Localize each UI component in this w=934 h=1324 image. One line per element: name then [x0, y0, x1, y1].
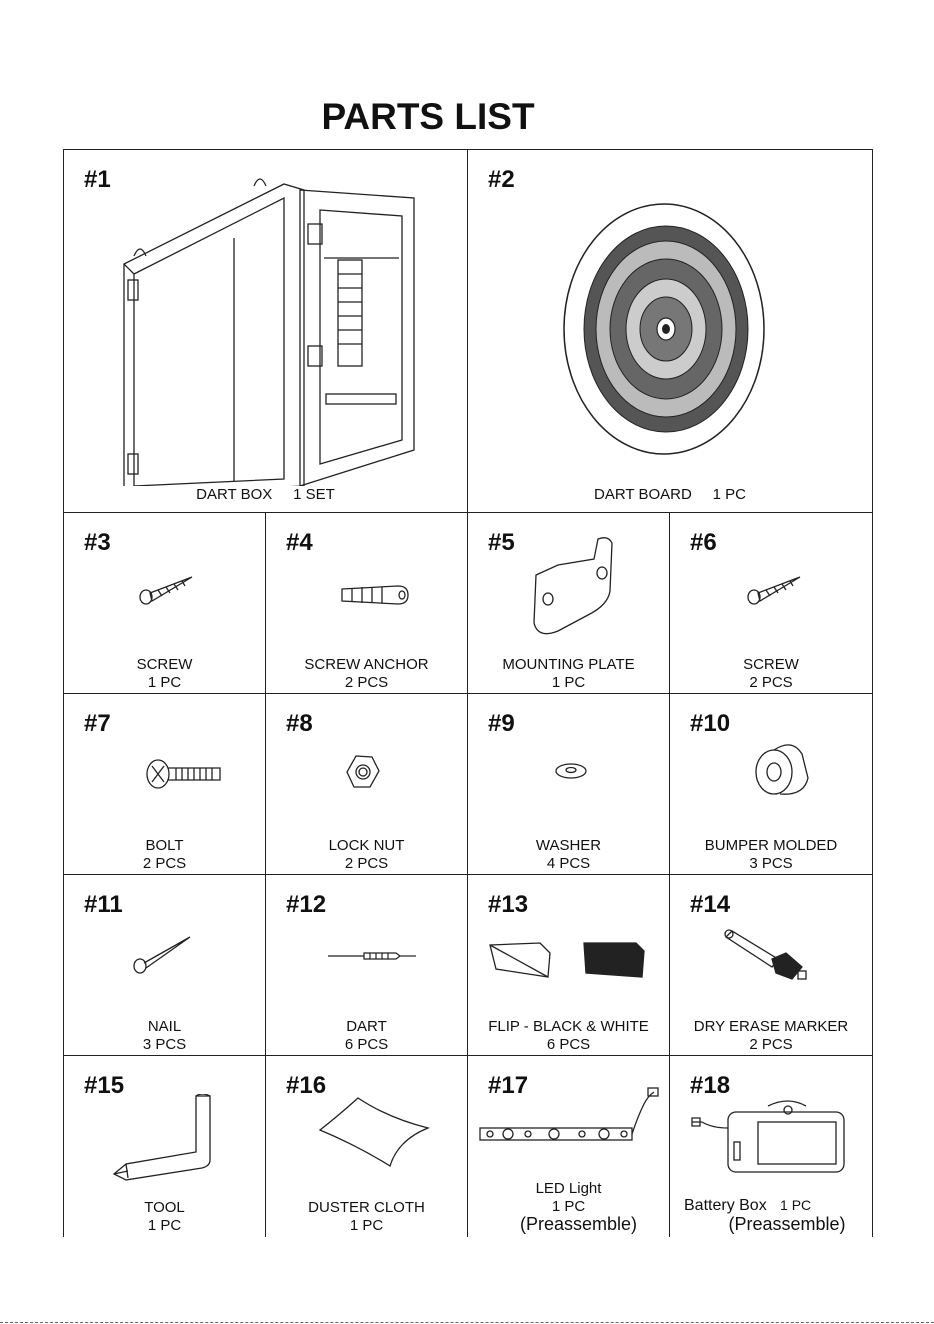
part-cell-18	[670, 1056, 872, 1237]
part-number: #6	[690, 529, 717, 556]
part-cell-4	[266, 513, 468, 694]
part-cell-5	[468, 513, 670, 694]
part-name: SCREW	[136, 656, 193, 673]
part-number: #11	[84, 891, 123, 918]
bolt-icon	[144, 756, 224, 792]
marker-icon	[722, 929, 812, 987]
part-name: BUMPER MOLDED	[704, 837, 838, 854]
part-cell-13	[468, 875, 670, 1056]
part-number: #10	[690, 710, 731, 737]
part-name: DART BOX	[196, 486, 273, 503]
part-qty: 2 PCS	[749, 674, 793, 691]
part-number: #5	[488, 529, 515, 556]
part-qty: 1 PC	[147, 674, 182, 691]
part-number: #4	[286, 529, 313, 556]
screw-icon	[136, 571, 198, 607]
bumper-icon	[752, 738, 810, 798]
battery-box-icon	[688, 1098, 846, 1182]
part-number: #17	[488, 1072, 529, 1099]
part-cell-11	[64, 875, 266, 1056]
part-number: #7	[84, 710, 111, 737]
part-qty: 3 PCS	[142, 1036, 187, 1053]
part-qty: 2 PCS	[344, 674, 389, 691]
part-qty: 1 PC	[551, 674, 586, 691]
part-name: LED Light	[535, 1180, 602, 1197]
part-number: #12	[286, 891, 327, 918]
part-cell-17	[468, 1056, 670, 1237]
part-name: DUSTER CLOTH	[308, 1199, 425, 1216]
part-name: DRY ERASE MARKER	[693, 1018, 849, 1035]
part-name: FLIP - BLACK & WHITE	[488, 1018, 649, 1035]
part-number: #13	[488, 891, 529, 918]
screw-icon	[744, 571, 806, 607]
part-name: NAIL	[147, 1018, 182, 1035]
part-cell-15	[64, 1056, 266, 1237]
part-name: SCREW ANCHOR	[304, 656, 429, 673]
part-cell-6	[670, 513, 872, 694]
part-note: (Preassemble)	[728, 1214, 846, 1234]
part-name: WASHER	[535, 837, 602, 854]
part-qty: 1 SET	[293, 486, 335, 503]
part-cell-9	[468, 694, 670, 875]
part-cell-14	[670, 875, 872, 1056]
part-number: #8	[286, 710, 313, 737]
page-bottom-rule	[0, 1322, 934, 1323]
part-cell-8	[266, 694, 468, 875]
part-number: #14	[690, 891, 731, 918]
part-number: #16	[286, 1072, 327, 1099]
part-cell-10	[670, 694, 872, 875]
dart-icon	[326, 949, 418, 963]
tool-icon	[112, 1094, 216, 1184]
part-cell-2	[468, 150, 872, 513]
part-qty: 1 PC	[780, 1197, 812, 1213]
nail-icon	[130, 935, 192, 975]
part-number: #9	[488, 710, 515, 737]
part-number: #3	[84, 529, 111, 556]
part-name: LOCK NUT	[328, 837, 405, 854]
lock-nut-icon	[346, 754, 380, 790]
part-qty: 2 PCS	[142, 855, 187, 872]
dart-board-icon	[556, 202, 766, 456]
led-light-icon	[476, 1086, 662, 1148]
parts-grid	[63, 149, 873, 1237]
part-name: MOUNTING PLATE	[502, 656, 635, 673]
part-name: SCREW	[743, 656, 799, 673]
part-qty: 2 PCS	[749, 1036, 793, 1053]
part-number: #2	[488, 166, 515, 193]
part-name: TOOL	[144, 1199, 185, 1216]
part-number: #15	[84, 1072, 125, 1099]
part-qty: 4 PCS	[546, 855, 591, 872]
page-title: PARTS LIST	[321, 96, 535, 137]
part-cell-3	[64, 513, 266, 694]
screw-anchor-icon	[338, 583, 412, 607]
part-qty: 1 PC	[147, 1217, 182, 1234]
part-name: DART BOARD	[593, 486, 692, 503]
part-note: (Preassemble)	[519, 1214, 638, 1234]
part-label	[684, 1196, 886, 1215]
washer-icon	[554, 762, 588, 780]
part-number: #18	[690, 1072, 731, 1099]
part-qty: 2 PCS	[344, 855, 389, 872]
part-label	[468, 486, 872, 504]
part-name: Battery Box	[684, 1197, 767, 1214]
part-cell-7	[64, 694, 266, 875]
part-qty: 1 PC	[712, 486, 746, 503]
part-qty: 1 PC	[551, 1198, 586, 1215]
part-cell-1	[64, 150, 468, 513]
part-qty: 3 PCS	[749, 855, 793, 872]
cloth-icon	[318, 1096, 430, 1168]
mounting-plate-icon	[528, 535, 620, 639]
part-label	[64, 486, 467, 504]
part-qty: 1 PC	[349, 1217, 384, 1234]
part-number: #1	[84, 166, 111, 193]
part-cell-12	[266, 875, 468, 1056]
dart-box-icon	[114, 164, 434, 486]
part-name: BOLT	[145, 837, 184, 854]
part-cell-16	[266, 1056, 468, 1237]
part-name: DART	[346, 1018, 387, 1035]
part-qty: 6 PCS	[344, 1036, 389, 1053]
flip-icon	[488, 939, 648, 983]
part-qty: 6 PCS	[546, 1036, 591, 1053]
